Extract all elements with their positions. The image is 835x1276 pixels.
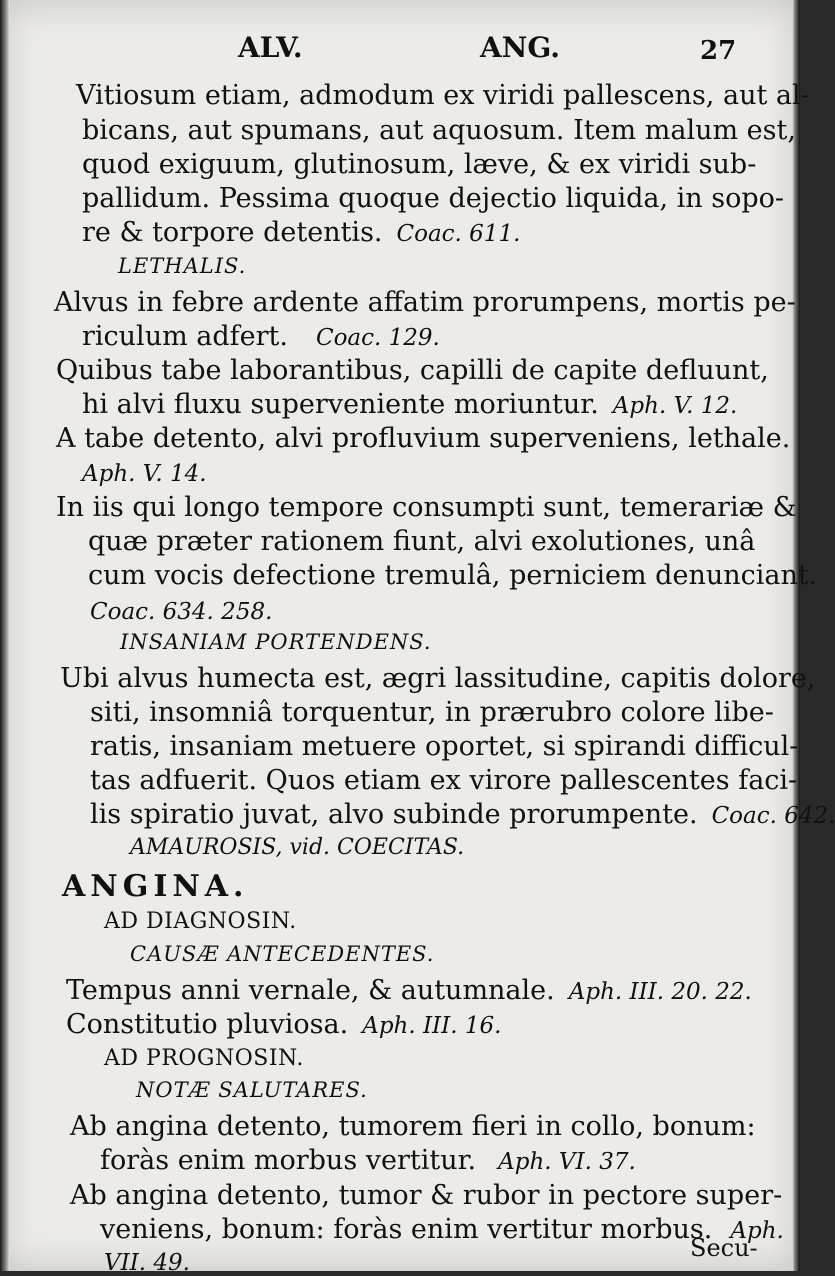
text-line: cum vocis defectione tremulâ, perniciem denunciant. xyxy=(88,560,818,591)
text-segment: re & torpore detentis. xyxy=(82,217,383,248)
text-segment: riculum adfert. xyxy=(82,321,288,352)
entry-heading: ANGINA. xyxy=(62,869,249,904)
text-line xyxy=(82,323,440,350)
text-line: quod exiguum, glutinosum, læve, & ex viridi sub- xyxy=(82,149,757,180)
citation: Aph. xyxy=(730,1218,784,1244)
text-line: siti, insomniâ torquentur, in prærubro colore libe- xyxy=(90,697,774,728)
text-line xyxy=(82,219,520,246)
text-line: Alvus in febre ardente affatim prorumpens, mortis pe- xyxy=(54,287,796,318)
section-heading: LETHALIS. xyxy=(118,254,247,278)
text-line: bicans, aut spumans, aut aquosum. Item malum est, xyxy=(82,115,796,146)
citation: Aph. V. 12. xyxy=(612,393,738,419)
citation: Aph. III. 16. xyxy=(362,1013,502,1039)
text-line: Vitiosum etiam, admodum ex viridi pallescens, aut al- xyxy=(76,80,810,111)
text-segment: veniens, bonum: foràs enim vertitur morbus. xyxy=(100,1214,713,1245)
citation: Aph. V. 14. xyxy=(82,461,207,487)
cross-reference: AMAUROSIS, vid. COECITAS. xyxy=(130,835,465,860)
section-heading: NOTÆ SALUTARES. xyxy=(136,1078,368,1102)
text-segment: foràs enim morbus vertitur. xyxy=(100,1145,477,1176)
text-line: Ab angina detento, tumorem fieri in collo, bonum: xyxy=(70,1111,756,1142)
text-line xyxy=(100,1216,784,1243)
section-heading: INSANIAM PORTENDENS. xyxy=(120,630,432,654)
text-line xyxy=(82,391,737,418)
text-line: In iis qui longo tempore consumpti sunt, temerariæ & xyxy=(56,492,797,523)
text-line xyxy=(90,801,835,828)
text-segment: lis spiratio juvat, alvo subinde prorumpente. xyxy=(90,799,698,830)
text-line: quæ præter rationem fiunt, alvi exolutiones, unâ xyxy=(88,526,756,557)
text-line: Ubi alvus humecta est, ægri lassitudine, capitis dolore, xyxy=(60,663,816,694)
citation: Coac. 129. xyxy=(315,325,440,351)
page-number: 27 xyxy=(700,36,737,66)
text-line xyxy=(82,459,207,486)
catchword: Secu- xyxy=(690,1234,758,1262)
text-line xyxy=(66,1011,501,1038)
text-segment: Tempus anni vernale, & autumnale. xyxy=(66,975,555,1006)
text-line: Ab angina detento, tumor & rubor in pectore super- xyxy=(70,1180,783,1211)
text-line: tas adfuerit. Quos etiam ex virore pallescentes faci- xyxy=(90,765,798,796)
text-line xyxy=(100,1147,636,1174)
text-line: Quibus tabe laborantibus, capilli de capite defluunt, xyxy=(56,355,769,386)
subheading: AD PROGNOSIN. xyxy=(104,1046,304,1071)
running-head-left: ALV. xyxy=(238,31,303,64)
text-line: ratis, insaniam metuere oportet, si spirandi difficul- xyxy=(90,731,799,762)
page-right-edge-shadow xyxy=(792,0,800,1271)
text-line xyxy=(104,1248,190,1275)
citation: Aph. VI. 37. xyxy=(498,1149,636,1175)
citation: Coac. 642. xyxy=(711,803,835,829)
citation: VII. 49. xyxy=(104,1250,190,1276)
text-line xyxy=(66,977,752,1004)
text-segment: Constitutio pluviosa. xyxy=(66,1009,349,1040)
text-line xyxy=(90,597,272,624)
citation: Coac. 634. 258. xyxy=(90,599,273,625)
citation: Aph. III. 20. 22. xyxy=(568,979,752,1005)
citation: Coac. 611. xyxy=(396,221,521,247)
text-line: pallidum. Pessima quoque dejectio liquida, in sopo- xyxy=(82,183,785,214)
text-line: A tabe detento, alvi profluvium superveniens, lethale. xyxy=(56,423,791,454)
running-head-center: ANG. xyxy=(480,31,560,64)
text-segment: hi alvi fluxu superveniente moriuntur. xyxy=(82,389,599,420)
section-heading: CAUSÆ ANTECEDENTES. xyxy=(130,942,435,966)
page-left-edge-shadow xyxy=(0,0,10,1271)
subheading: AD DIAGNOSIN. xyxy=(104,909,297,934)
